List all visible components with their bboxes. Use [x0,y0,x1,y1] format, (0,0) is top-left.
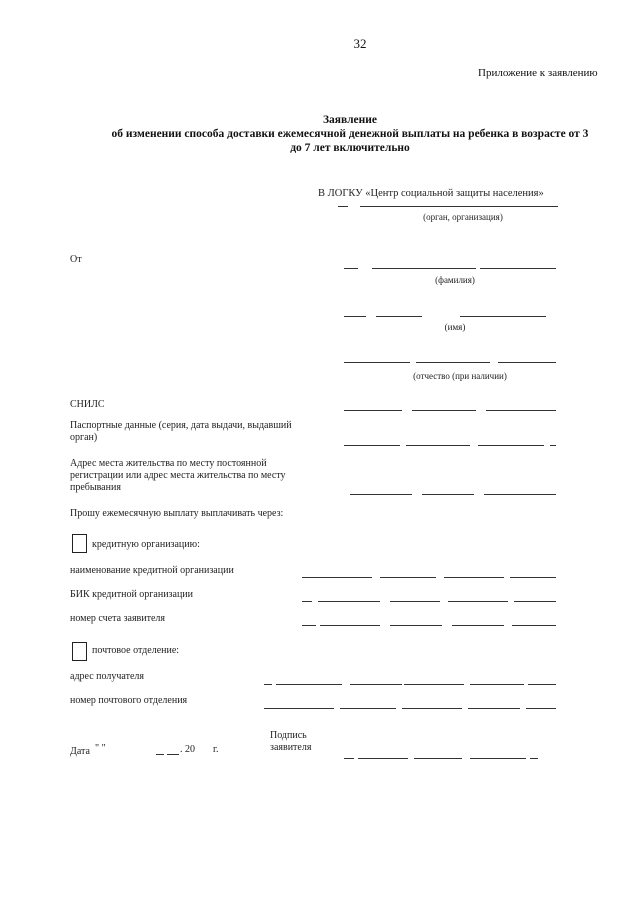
credit-organization-checkbox[interactable] [72,534,87,553]
signature-label-cont: заявителя [270,742,312,753]
bik-line[interactable] [318,601,380,602]
recipient-caption: (орган, организация) [423,212,503,222]
recipient-address-line[interactable] [470,684,524,685]
snils-line[interactable] [486,410,556,411]
snils-line[interactable] [344,410,402,411]
date-day-quotes: " " [95,743,106,754]
passport-line[interactable] [478,445,544,446]
recipient-address-line[interactable] [404,684,464,685]
passport-label-cont: орган) [70,432,98,443]
post-office-number-line[interactable] [468,708,520,709]
signature-line[interactable] [358,758,408,759]
passport-label: Паспортные данные (серия, дата выдачи, выдавший [70,420,292,431]
post-office-number-line[interactable] [340,708,396,709]
recipient-address-line[interactable] [528,684,556,685]
bik-line[interactable] [514,601,556,602]
patronymic-caption: (отчество (при наличии) [413,371,507,381]
surname-line[interactable] [344,268,358,269]
date-month-line[interactable] [167,754,179,755]
bank-name-line[interactable] [302,577,372,578]
post-office-checkbox[interactable] [72,642,87,661]
account-line[interactable] [512,625,556,626]
signature-label: Подпись [270,730,307,741]
surname-caption: (фамилия) [435,275,475,285]
payment-request-text: Прошу ежемесячную выплату выплачивать через: [70,508,284,519]
account-label: номер счета заявителя [70,613,166,624]
recipient-address-label: адрес получателя [70,671,144,682]
snils-line[interactable] [412,410,476,411]
bank-name-line[interactable] [444,577,504,578]
surname-line[interactable] [480,268,556,269]
address-line[interactable] [484,494,556,495]
recipient-address-line[interactable] [276,684,342,685]
name-line[interactable] [376,316,422,317]
patronymic-line[interactable] [344,362,410,363]
date-month-line[interactable] [156,754,164,755]
recipient-address-line[interactable] [350,684,402,685]
passport-line[interactable] [344,445,400,446]
name-caption: (имя) [444,322,466,332]
passport-line[interactable] [406,445,470,446]
address-label-cont2: пребывания [70,482,121,493]
recipient-address-line[interactable] [264,684,272,685]
post-office-number-line[interactable] [402,708,462,709]
recipient-organization: В ЛОГКУ «Центр социальной защиты населения» [318,188,544,199]
account-line[interactable] [390,625,442,626]
post-office-number-line[interactable] [264,708,334,709]
account-line[interactable] [302,625,316,626]
from-label: От [70,254,82,265]
bik-label: БИК кредитной организации [70,589,193,600]
address-line[interactable] [422,494,474,495]
snils-label: СНИЛС [70,399,105,410]
recipient-line[interactable] [338,206,348,207]
bank-name-line[interactable] [380,577,436,578]
recipient-line[interactable] [360,206,558,207]
signature-line[interactable] [530,758,538,759]
date-label: Дата [70,746,90,757]
post-office-number-label: номер почтового отделения [70,695,188,706]
bank-name-label: наименование кредитной организации [70,565,234,576]
document-subtitle-line1: об изменении способа доставки ежемесячной денежной выплаты на ребенка в возрасте от 3 [111,128,589,140]
passport-line[interactable] [550,445,556,446]
address-label: Адрес места жительства по месту постоянной [70,458,267,469]
post-office-label: почтовое отделение: [92,645,180,656]
document-title: Заявление [322,114,377,126]
date-year-suffix: г. [213,744,219,755]
date-year-prefix: . 20 [180,744,195,755]
bik-line[interactable] [302,601,312,602]
post-office-number-line[interactable] [526,708,556,709]
surname-line[interactable] [372,268,476,269]
name-line[interactable] [344,316,366,317]
address-line[interactable] [350,494,412,495]
account-line[interactable] [320,625,380,626]
account-line[interactable] [452,625,504,626]
bik-line[interactable] [390,601,440,602]
name-line[interactable] [460,316,546,317]
page-number: 32 [353,36,367,51]
signature-line[interactable] [414,758,462,759]
document-subtitle-line2: до 7 лет включительно [290,142,410,154]
appendix-label: Приложение к заявлению [478,67,598,79]
credit-organization-label: кредитную организацию: [92,539,200,550]
bik-line[interactable] [448,601,508,602]
signature-line[interactable] [344,758,354,759]
address-label-cont: регистрации или адрес места жительства по месту [70,470,286,481]
patronymic-line[interactable] [498,362,556,363]
signature-line[interactable] [470,758,526,759]
bank-name-line[interactable] [510,577,556,578]
patronymic-line[interactable] [416,362,490,363]
